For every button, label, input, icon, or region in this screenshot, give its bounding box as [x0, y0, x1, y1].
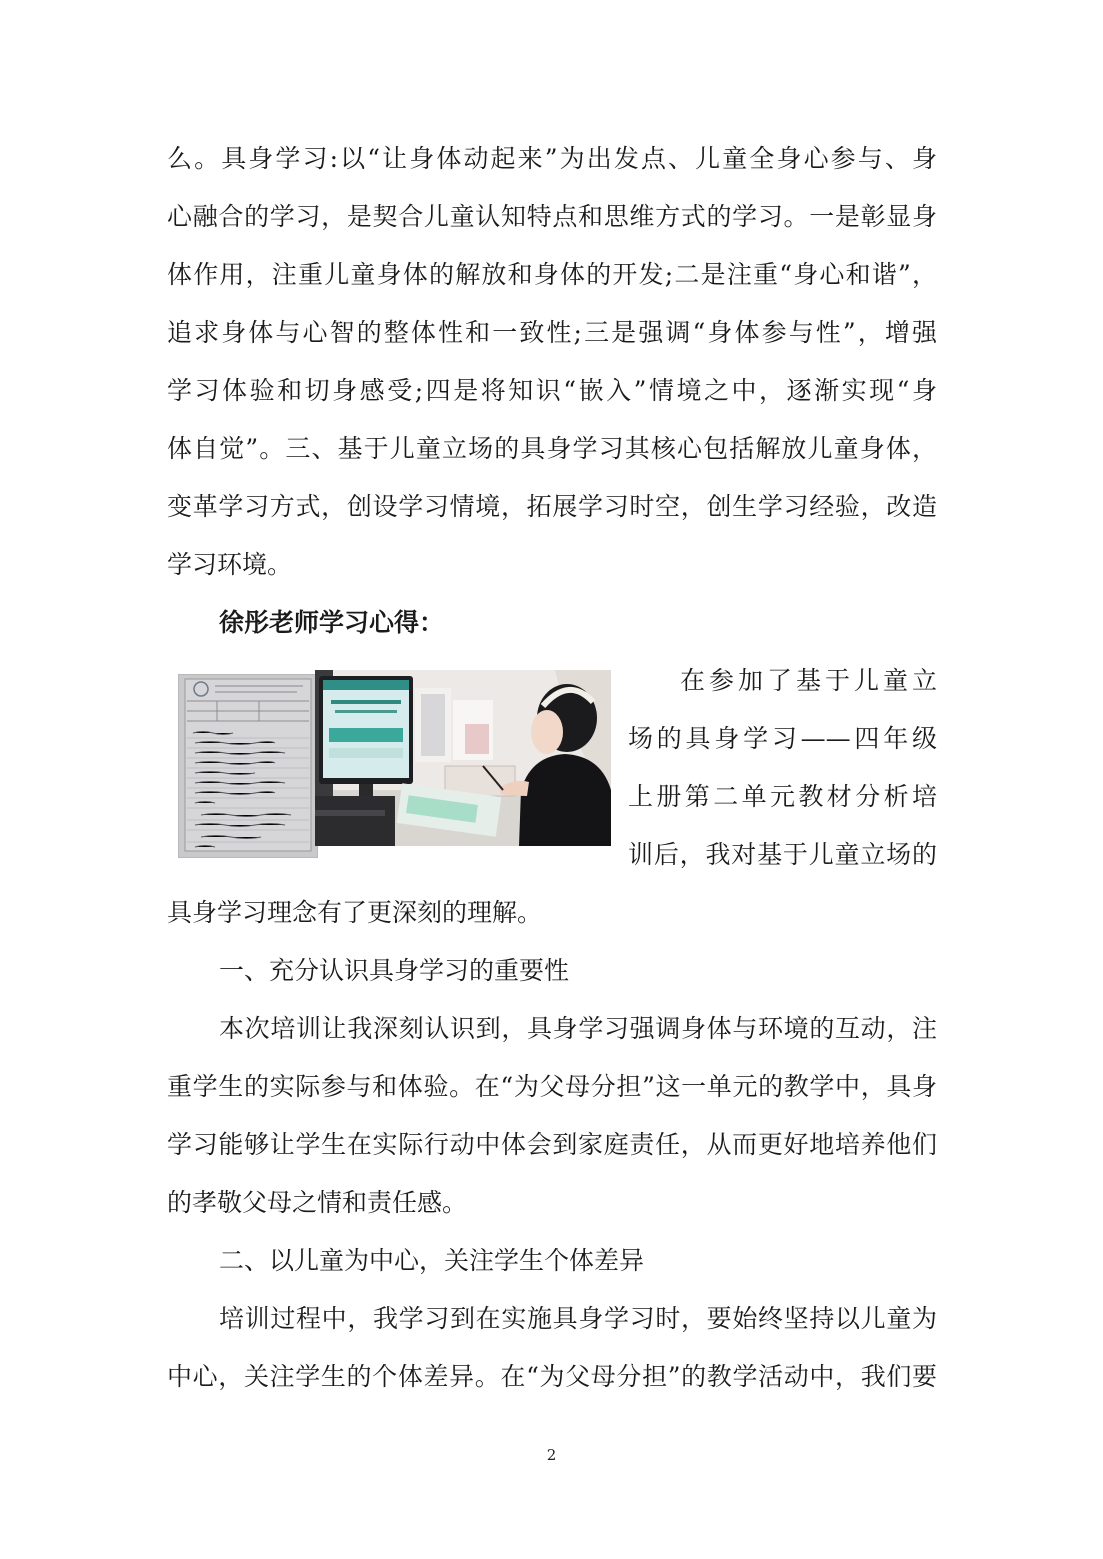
- paragraph-line: 学习体验和切身感受;四是将知识“嵌入”情境之中，逐渐实现“身: [167, 376, 937, 405]
- paragraph-line: 本次培训让我深刻认识到，具身学习强调身体与环境的互动，注: [219, 1014, 937, 1043]
- teacher-at-computer-image: [315, 670, 611, 846]
- paragraph-line: 在参加了基于儿童立: [680, 666, 937, 695]
- section-heading: 徐彤老师学习心得：: [219, 608, 445, 637]
- point-one-heading: 一、充分认识具身学习的重要性: [219, 956, 570, 985]
- paragraph-line: 中心，关注学生的个体差异。在“为父母分担”的教学活动中，我们要: [167, 1362, 937, 1391]
- handwritten-form-photo: [178, 674, 318, 858]
- paragraph-line: 重学生的实际参与和体验。在“为父母分担”这一单元的教学中，具身: [167, 1072, 937, 1101]
- point-two-heading: 二、以儿童为中心，关注学生个体差异: [219, 1246, 645, 1275]
- paragraph-line: 学习环境。: [167, 550, 293, 579]
- side-paragraph: [628, 652, 937, 884]
- page-number: 2: [546, 1446, 557, 1464]
- paragraph-line: 追求身体与心智的整体性和一致性;三是强调“身体参与性”，增强: [167, 318, 937, 347]
- paragraph-line: 的孝敬父母之情和责任感。: [167, 1188, 468, 1217]
- paragraph-line: 心融合的学习，是契合儿童认知特点和思维方式的学习。一是彰显身: [167, 202, 937, 231]
- training-photos: [178, 670, 611, 860]
- form-sheet-image: [179, 675, 317, 857]
- paragraph-line: 变革学习方式，创设学习情境，拓展学习时空，创生学习经验，改造: [167, 492, 937, 521]
- document-body: [167, 130, 937, 1406]
- paragraph-line: 具身学习理念有了更深刻的理解。: [167, 898, 543, 927]
- figure-with-text: [167, 652, 937, 884]
- paragraph-line: 场的具身学习——四年级: [628, 724, 937, 753]
- paragraph-line: 体自觉”。三、基于儿童立场的具身学习其核心包括解放儿童身体，: [167, 434, 937, 463]
- paragraph-line: 上册第二单元教材分析培: [628, 782, 937, 811]
- classroom-photo: [315, 670, 611, 846]
- paragraph-line: 体作用，注重儿童身体的解放和身体的开发;二是注重“身心和谐”，: [167, 260, 937, 289]
- paragraph-line: 学习能够让学生在实际行动中体会到家庭责任，从而更好地培养他们: [167, 1130, 937, 1159]
- paragraph-line: 培训过程中，我学习到在实施具身学习时，要始终坚持以儿童为: [219, 1304, 937, 1333]
- paragraph-line: 训后，我对基于儿童立场的: [628, 840, 937, 869]
- paragraph-line: 么。具身学习:以“让身体动起来”为出发点、儿童全身心参与、身: [167, 144, 937, 173]
